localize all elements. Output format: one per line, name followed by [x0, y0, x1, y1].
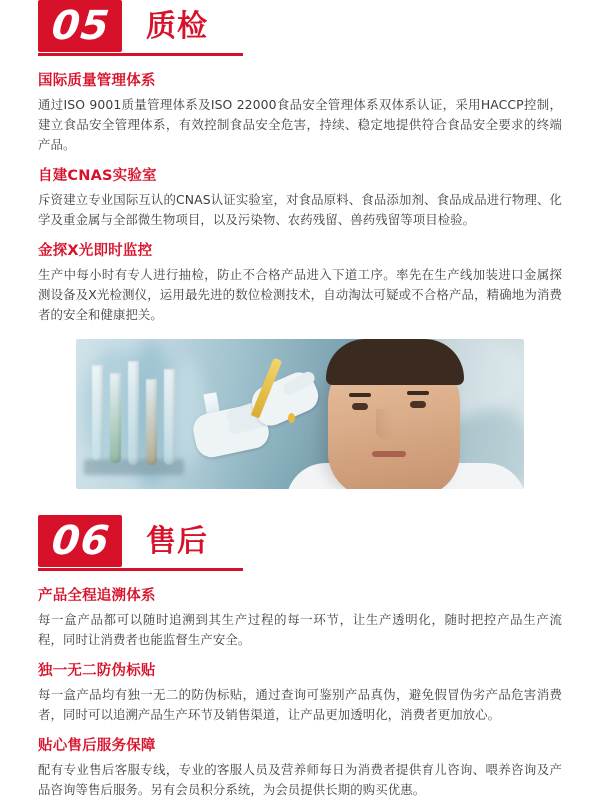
section-underline-06 [38, 568, 243, 571]
block-heading: 独一无二防伪标贴 [38, 663, 156, 679]
section-header-05 [38, 0, 562, 56]
technician-hair [326, 339, 464, 385]
section-title-06: 售后 [146, 524, 208, 559]
content-block [38, 70, 562, 155]
section-spacer [38, 489, 562, 515]
technician-eyebrow [349, 393, 371, 397]
technician-eyebrow [407, 391, 429, 395]
technician-eye [352, 403, 368, 410]
section-number-06: 06 [49, 518, 113, 564]
section-title-05: 质检 [146, 9, 208, 44]
block-heading: 贴心售后服务保障 [38, 738, 156, 754]
droplet-icon [288, 413, 295, 423]
block-text: 生产中每小时有专人进行抽检，防止不合格产品进入下道工序。率先在生产线加装进口金属探测设备及X光检测仪，运用最先进的数位检测技术，自动淘汰可疑或不合格产品，精确地为消费者的安全和健康把关。 [38, 267, 562, 322]
block-heading: 自建CNAS实验室 [38, 168, 157, 184]
section-number-badge-05 [38, 0, 122, 52]
content-block [38, 735, 562, 800]
section-underline-05 [38, 53, 243, 56]
block-heading: 产品全程追溯体系 [38, 588, 156, 604]
block-text: 斥资建立专业国际互认的CNAS认证实验室，对食品原料、食品添加剂、食品成品进行物理、化学及重金属与全部微生物项目，以及污染物、农药残留、兽药残留等项目检验。 [38, 192, 562, 227]
block-text: 每一盒产品都可以随时追溯到其生产过程的每一环节，让生产透明化，随时把控产品生产流程，同时让消费者也能监督生产安全。 [38, 612, 562, 647]
test-tube [164, 369, 175, 465]
block-text: 通过ISO 9001质量管理体系及ISO 22000食品安全管理体系双体系认证，采用HACCP控制，建立食品安全管理体系，有效控制食品安全危害，持续、稳定地提供符合食品安全要求的终端产品。 [38, 97, 562, 152]
test-tube [146, 379, 157, 465]
block-heading: 国际质量管理体系 [38, 73, 156, 89]
section-number-badge-06 [38, 515, 122, 567]
content-block [38, 585, 562, 650]
technician-mouth [372, 451, 406, 457]
lab-technician-photo [76, 339, 524, 489]
test-tube [92, 365, 103, 461]
test-tube [128, 361, 139, 465]
section-header-06 [38, 515, 562, 571]
block-heading: 金探X光即时监控 [38, 243, 153, 259]
content-block [38, 165, 562, 230]
content-block [38, 660, 562, 725]
block-text: 配有专业售后客服专线，专业的客服人员及营养师每日为消费者提供育儿咨询、喂养咨询及产品咨询等售后服务。另有会员积分系统，为会员提供长期的购买优惠。 [38, 762, 562, 797]
block-text: 每一盒产品均有独一无二的防伪标贴，通过查询可鉴别产品真伪，避免假冒伪劣产品危害消费者，同时可以追溯产品生产环节及销售渠道，让产品更加透明化，消费者更加放心。 [38, 687, 562, 722]
section-number-05: 05 [49, 3, 113, 49]
technician-nose [376, 409, 394, 439]
test-tube [110, 373, 121, 463]
content-block [38, 240, 562, 325]
technician-eye [410, 401, 426, 408]
